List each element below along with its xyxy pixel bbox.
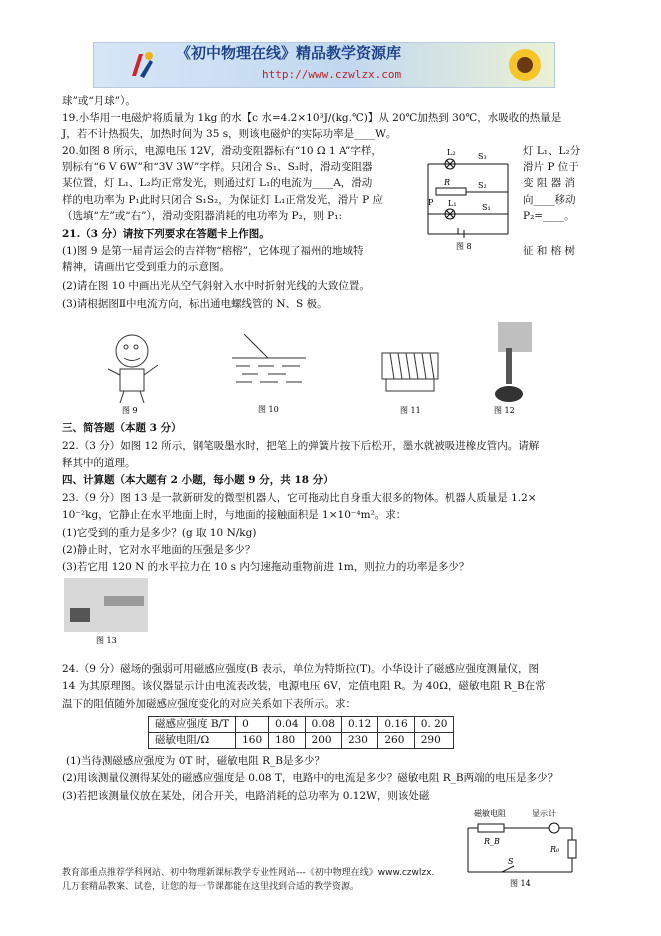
header-banner: [93, 42, 555, 88]
banner-title: 《初中物理在线》精品教学资源库: [176, 44, 402, 62]
q20-line-5: （选填“左”或“右”），滑动变阻器消耗的电功率为 P₂，则 P₁:: [62, 210, 342, 222]
table-row-label: 磁感应强度 B/T: [149, 717, 236, 733]
table-cell: 0: [236, 717, 269, 733]
fig8-label-S3: S₃: [478, 152, 487, 161]
q21-line-3: 精神，请画出它受到重力的示意图。: [62, 261, 230, 273]
figure-12-pen: [478, 318, 540, 416]
fig14-label-RB: R_B: [484, 837, 500, 846]
q20-right-2: 滑片 P 位于: [523, 161, 579, 173]
q24-line-3: 温下的阻值随外加磁感应强度变化的对应关系如下表所示。求：: [62, 698, 356, 710]
fig14-label-R0: R₀: [550, 845, 560, 854]
section-3-heading: 三、简答题（本题 3 分）: [62, 422, 182, 434]
q24-part-1: (1)当待测磁感应强度为 0T 时，磁敏电阻 R_B是多少？: [66, 755, 325, 767]
q20-line-3: 某位置，灯 L₁、L₂均正常发光，则通过灯 L₁的电流为____A，滑动: [62, 177, 373, 189]
q23-line-5: (3)若它用 120 N 的水平拉力在 10 s 内匀速拖动重物前进 1m，则拉力的功率是多少？: [62, 561, 470, 573]
q20-right-4: 向____移动: [523, 194, 576, 206]
figure-13-caption: 图 13: [96, 636, 117, 645]
q22-line-2: 释其中的道理。: [62, 457, 136, 469]
table-cell: 290: [414, 733, 454, 749]
q23-line-3: (1)它受到的重力是多少？(g 取 10 N/kg): [62, 527, 257, 539]
footer-line-2: 几万套精品教案、试卷，让您的每一节课都能在这里找到合适的教学资源。: [62, 882, 360, 892]
footer-line-1: 教育部重点推荐学科网站、初中物理新课标教学专业性网站---《初中物理在线》www.czwlzx.: [62, 868, 435, 878]
q20-right-1: 灯 L₁、L₂分: [523, 145, 581, 157]
figure-10-water: [228, 328, 310, 416]
figure-14-circuit: [462, 806, 582, 890]
table-cell: 260: [378, 733, 414, 749]
q23-line-4: (2)静止时，它对水平地面的压强是多少？: [62, 544, 256, 556]
figure-11-solenoid: [372, 333, 452, 417]
table-cell: 0.16: [378, 717, 414, 733]
q22-line-1: 22.（3 分）如图 12 所示，钢笔吸墨水时，把笔上的弹簧片按下后松开，墨水就被吸进橡皮管内。请解: [62, 440, 540, 452]
fig8-label-L2: L₂: [447, 148, 456, 157]
banner-url: http://www.czwlzx.com: [262, 68, 402, 81]
table-cell: 200: [305, 733, 341, 749]
table-cell: 0.04: [269, 717, 305, 733]
table-cell: 0.08: [305, 717, 341, 733]
table-cell: 0. 20: [414, 717, 454, 733]
fig8-label-R: R: [444, 178, 451, 187]
q21-line-5: (3)请根据图Ⅱ中电流方向，标出通电螺线管的 N、S 极。: [62, 298, 328, 310]
section-4-heading: 四、计算题（本大题有 2 小题，每小题 9 分，共 18 分）: [62, 474, 334, 486]
q21-right: 征 和 榕 树: [523, 245, 576, 257]
q19-line-2: J，若不计热损失，加热时间为 35 s，则该电磁炉的实际功率是____W。: [62, 128, 397, 140]
table-cell: 230: [341, 733, 377, 749]
magnetic-resistance-table: [148, 716, 454, 749]
fig8-label-S2: S₂: [478, 181, 487, 190]
table-row: [149, 733, 454, 749]
q24-line-1: 24.（9 分）磁场的强弱可用磁感应强度(B 表示，单位为特斯拉(T)。小华设计了磁感应强度测量仪，图: [62, 663, 540, 675]
q20-line-1: 20.如图 8 所示，电源电压 12V，滑动变阻器标有“10 Ω 1 A”字样，: [62, 145, 382, 157]
figure-9-caption: 图 9: [122, 406, 138, 415]
fig8-label-P: P: [428, 198, 434, 207]
fig8-label-S1: S₁: [482, 203, 491, 212]
fig14-label-S: S: [508, 857, 514, 866]
q20-right-5: P₂=____。: [523, 210, 575, 222]
q19-line-1: 19.小华用一电磁炉将质量为 1kg 的水【c 水=4.2×10³J/(kg.℃)】从 20℃加热到 30℃，水吸收的热量是: [62, 112, 562, 124]
text-line: 球”或“月球”）。: [62, 95, 136, 107]
site-logo-icon: [124, 48, 158, 82]
q21-line-1: 21.（3 分）请按下列要求在答题卡上作图。: [62, 228, 270, 240]
table-cell: 180: [269, 733, 305, 749]
q24-line-2: 14 为其原理图。该仪器显示计由电流表改装，电源电压 6V，定值电阻 R。为 40Ω，磁敏电阻 R_B在常: [62, 680, 546, 692]
figure-8-circuit: [418, 142, 518, 252]
figure-13-robot-photo: [64, 578, 148, 646]
q23-line-1: 23.（9 分）图 13 是一款新研发的微型机器人，它可拖动比自身重大很多的物体。机器人质量是 1.2×: [62, 492, 537, 504]
q24-part-3: (3)若把该测量仪放在某处，闭合开关，电路消耗的总功率为 0.12W，则该处磁: [62, 790, 430, 802]
figure-10-caption: 图 10: [258, 405, 279, 414]
fig14-display-label: 显示计: [532, 809, 556, 818]
figure-9-mascot: [100, 325, 170, 415]
fig8-label-L1: L₁: [448, 199, 457, 208]
q23-line-2: 10⁻²kg，它静止在水平地面上时，与地面的接触面积是 1×10⁻⁴m²。求：: [62, 509, 407, 521]
table-cell: 160: [236, 733, 269, 749]
q21-line-2: (1)图 9 是第一届青运会的吉祥物“榕榕”，它体现了福州的地域特: [62, 245, 364, 257]
q20-line-2: 别标有“6 V 6W”和“3V 3W”字样。只闭合 S₁、S₃时，滑动变阻器: [62, 161, 373, 173]
q20-right-3: 变 阻 器 消: [523, 177, 576, 189]
fig14-sensor-label: 磁敏电阻: [474, 809, 506, 818]
figure-8-caption: 图 8: [456, 242, 472, 251]
figure-11-caption: 图 11: [400, 406, 421, 415]
q21-line-4: (2)请在图 10 中画出光从空气斜射入水中时折射光线的大致位置。: [62, 280, 370, 292]
figure-14-caption: 图 14: [510, 879, 531, 888]
table-row-label: 磁敏电阻/Ω: [149, 733, 236, 749]
sunflower-icon: [502, 45, 548, 85]
figure-12-caption: 图 12: [494, 406, 515, 415]
table-cell: 0.12: [341, 717, 377, 733]
q24-part-2: (2)用该测量仪测得某处的磁感应强度是 0.08 T，电路中的电流是多少？磁敏电阻 R_B两端的电压是多少？: [62, 772, 559, 784]
q20-line-4: 样的电功率为 P₁此时只闭合 S₁S₂，为保证灯 L₁正常发光，滑片 P 应: [62, 194, 384, 206]
table-row: [149, 717, 454, 733]
